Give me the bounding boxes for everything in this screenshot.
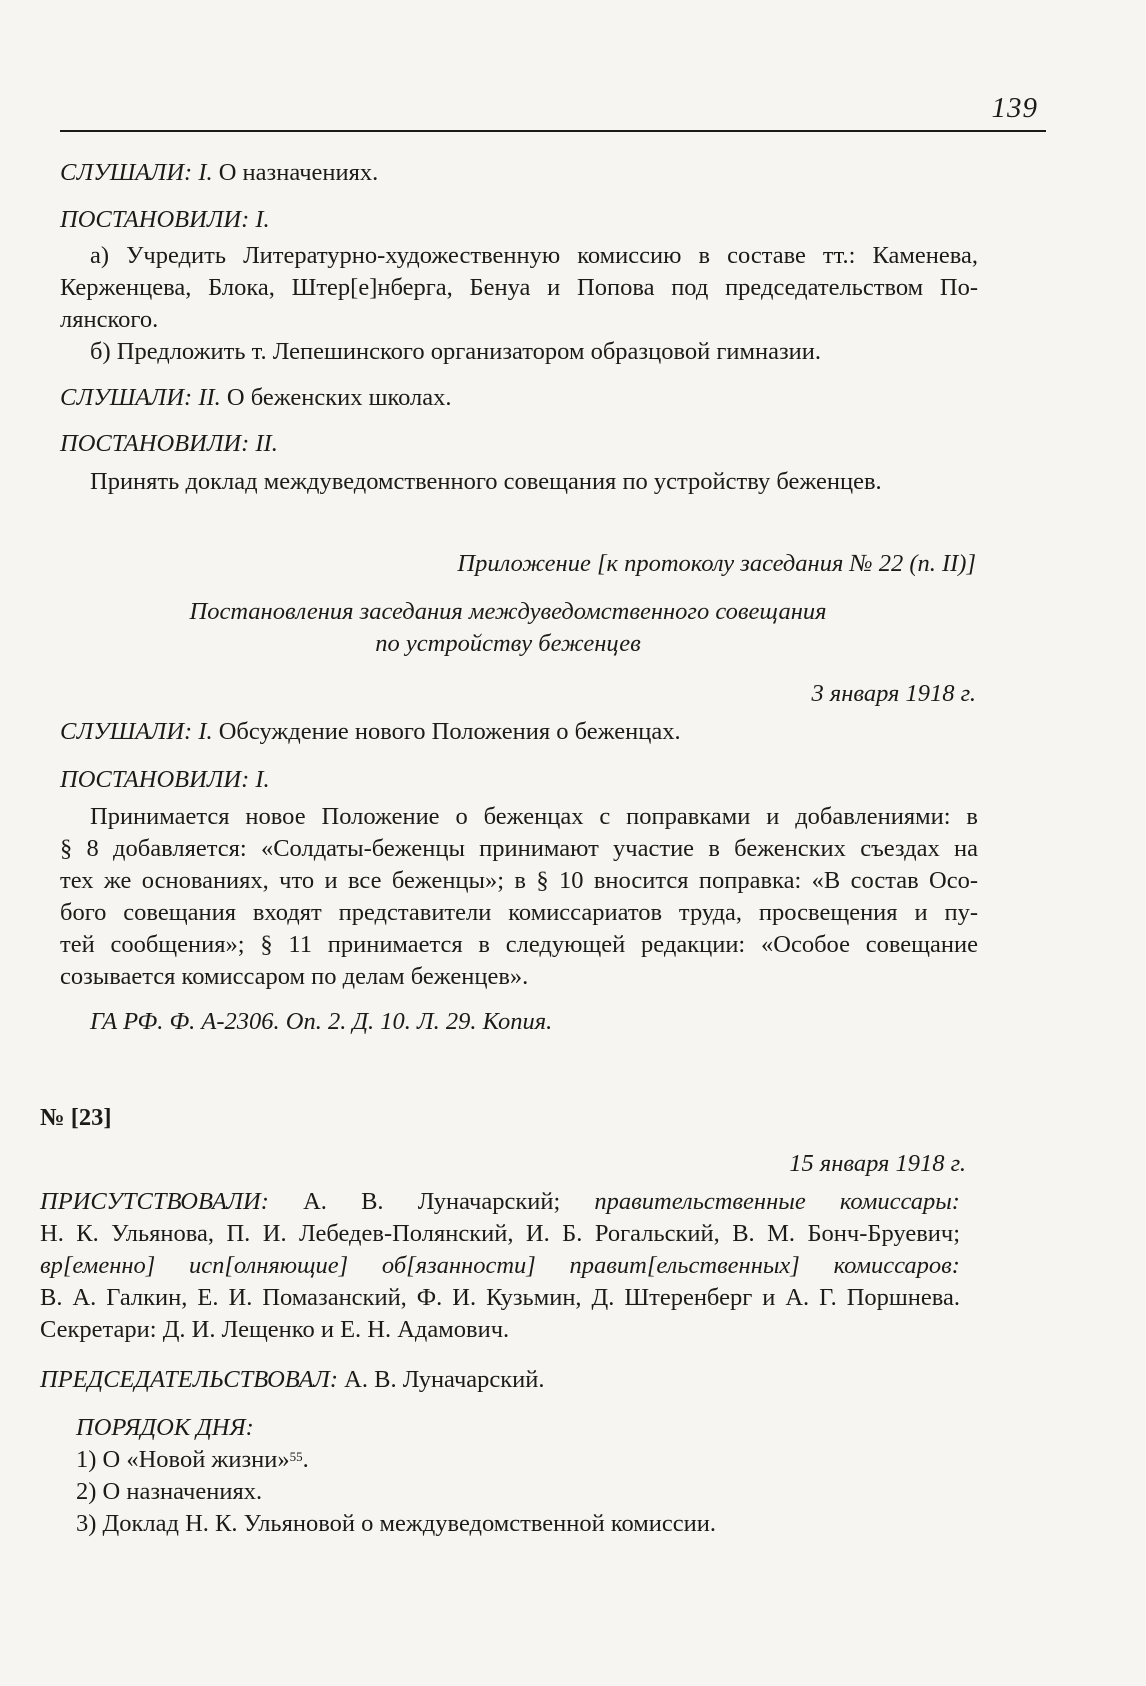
agenda-item-3: 3) Доклад Н. К. Ульяновой о междуведомственной комиссии. [76,1510,716,1537]
item-a-line-1: а) Учредить Литературно-художественную комиссию в составе тт.: Каменева, [90,242,978,269]
appendix-title-line-2: по устройству беженцев [375,630,641,657]
document-number: № [23] [40,1104,112,1131]
appendix-heard-label: СЛУШАЛИ: I. [60,718,213,745]
resolved-2-label: ПОСТАНОВИЛИ: II. [60,430,278,457]
appendix-body-line-1: Принимается новое Положение о беженцах с поправками и добавлениями: в [90,803,978,830]
heard-1-text: О назначениях. [218,159,379,186]
appendix-body-line-3: тех же основаниях, что и все беженцы»; в § 10 вносится поправка: «В состав Осо- [60,867,978,894]
document-date: 15 января 1918 г. [789,1150,966,1177]
appendix-resolved-label: ПОСТАНОВИЛИ: I. [60,766,270,793]
present-line-2: Н. К. Ульянова, П. И. Лебедев-Полянский, И. Б. Рогальский, В. М. Бонч-Бруевич; [40,1220,960,1247]
agenda-item-1-text: 1) О «Новой жизни» [76,1446,290,1473]
present-line-3 [40,1250,960,1282]
chair-label: ПРЕДСЕДАТЕЛЬСТВОВАЛ: [40,1366,339,1393]
present-line-4: В. А. Галкин, Е. И. Помазанский, Ф. И. Кузьмин, Д. Штеренберг и А. Г. Поршнева. [40,1284,960,1311]
present-word-5: комиссары: [839,1188,960,1215]
heard-1-label: СЛУШАЛИ: I. [60,159,213,186]
resolved-1-label: ПОСТАНОВИЛИ: I. [60,206,270,233]
agenda-item-2: 2) О назначениях. [76,1478,263,1505]
header-rule [60,130,1046,132]
present-label: ПРИСУТСТВОВАЛИ: [40,1188,269,1215]
footnote-ref: 55 [289,1449,303,1464]
secretaries-line: Секретари: Д. И. Лещенко и Е. Н. Адамович. [40,1316,510,1343]
chair-line [40,1364,545,1396]
appendix-title-line-1: Постановления заседания междуведомственного совещания [189,598,827,625]
archive-source: ГА РФ. Ф. А-2306. Оп. 2. Д. 10. Л. 29. Копия. [90,1008,553,1035]
present-word-1: А. [303,1188,327,1215]
appendix-date: 3 января 1918 г. [811,680,976,707]
appendix-body-line-5: тей сообщения»; § 11 принимается в следующей редакции: «Особое совещание [60,931,978,958]
item-a-line-2: Керженцева, Блока, Штер[е]нберга, Бенуа и Попова под председательством По- [60,274,978,301]
appendix-heard-text: Обсуждение нового Положения о беженцах. [218,718,681,745]
item-b: б) Предложить т. Лепешинского организатором образцовой гимназии. [90,338,822,365]
heard-2-text: О беженских школах. [226,384,452,411]
present-line-3-word-3: об[язанности] [381,1252,536,1279]
appendix-body-line-2: § 8 добавляется: «Солдаты-беженцы принимают участие в беженских съездах на [60,835,978,862]
present-line-1 [40,1186,960,1218]
heard-2 [60,382,452,414]
appendix-body-line-6: созывается комиссаром по делам беженцев». [60,963,529,990]
present-line-3-word-1: вр[еменно] [40,1252,156,1279]
heard-2-label: СЛУШАЛИ: II. [60,384,221,411]
chair-text: А. В. Луначарский. [344,1366,545,1393]
present-word-4: правительственные [594,1188,806,1215]
present-line-3-word-4: правит[ельственных] [569,1252,800,1279]
item-a-line-3: лянского. [60,306,159,333]
resolved-2-text: Принять доклад междуведомственного совещания по устройству беженцев. [90,468,882,495]
appendix-heading: Приложение [к протоколу заседания № 22 (п. II)] [457,550,976,577]
present-word-2: В. [361,1188,384,1215]
present-line-3-word-2: исп[олняющие] [189,1252,349,1279]
present-word-3: Луначарский; [417,1188,561,1215]
present-line-3-word-5: комиссаров: [833,1252,960,1279]
appendix-body-line-4: бого совещания входят представители комиссариатов труда, просвещения и пу- [60,899,978,926]
appendix-heard [60,716,681,748]
agenda-item-1 [76,1444,309,1476]
agenda-item-1-end: . [302,1446,309,1473]
page-number: 139 [991,92,1038,124]
heard-1 [60,157,378,189]
agenda-label: ПОРЯДОК ДНЯ: [76,1414,254,1441]
